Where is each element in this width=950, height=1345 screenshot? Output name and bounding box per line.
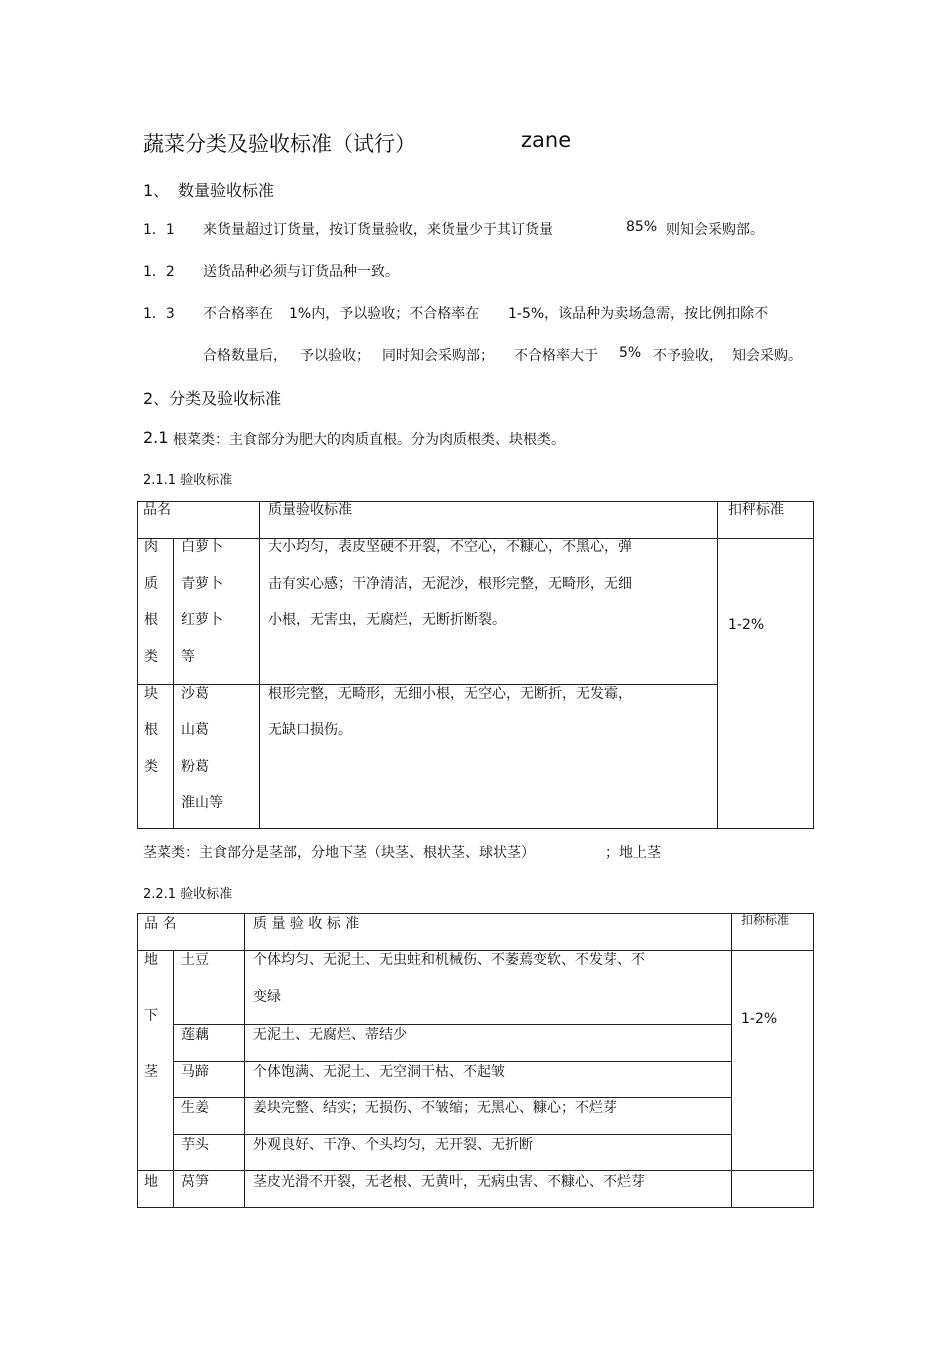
section-2-2-1-title: 2.2.1 验收标准 [143, 887, 233, 902]
table2-row-name: 马蹄 [181, 1064, 209, 1080]
item-1-3-text-a: 不合格率在 [203, 306, 273, 322]
table2-row-name: 芋头 [181, 1137, 209, 1153]
item-1-2-text: 送货品种必须与订货品种一致。 [203, 264, 399, 280]
table1-g2-category-char: 块 [144, 686, 158, 702]
table1-g1-category-char: 肉 [144, 539, 158, 555]
section-2-1-number: 2.1 [143, 428, 169, 447]
item-1-3-number: 1．3 [143, 306, 175, 322]
section-2-1-1-title: 2.1.1 验收标准 [143, 473, 233, 488]
table2-header-standard: 质 量 验 收 标 准 [253, 916, 360, 932]
section-1-title: 数量验收标准 [178, 181, 275, 200]
table1-g1-category-char: 类 [144, 649, 158, 665]
table2-row-standard: 姜块完整、结实；无损伤、不皱缩；无黑心、糠心；不烂芽 [253, 1100, 617, 1116]
table1-g1-standard-line: 大小均匀，表皮坚硬不开裂，不空心，不糠心，不黑心，弹 [268, 539, 632, 555]
table1-g1-standard-line: 击有实心感；干净清洁，无泥沙，根形完整，无畸形，无细 [268, 576, 632, 592]
table2-last-name: 莴笋 [181, 1174, 209, 1190]
section-2-title: 2、分类及验收标准 [143, 389, 282, 408]
table1-g2-standard-line: 根形完整，无畸形，无细小根，无空心，无断折，无发霉， [268, 686, 632, 702]
item-1-3-text-c: 1-5%，该品种为卖场急需，按比例扣除不 [508, 306, 769, 322]
item-1-3-line2-f: 不予验收， [653, 348, 723, 364]
item-1-1-tail: 则知会采购部。 [666, 222, 764, 238]
item-1-1-text: 来货量超过订货量，按订货量验收，来货量少于其订货量 [203, 222, 553, 238]
table2-category-char: 下 [144, 1008, 158, 1024]
table2-category-char: 茎 [144, 1064, 158, 1080]
item-1-1-number: 1．1 [143, 222, 175, 238]
table1-g2-category-char: 类 [144, 759, 158, 775]
table2-deduction-value: 1-2% [741, 1011, 778, 1027]
table1-g2-category-char: 根 [144, 722, 158, 738]
table1-g1-item: 等 [181, 649, 195, 665]
table2-row-standard: 无泥土、无腐烂、蒂结少 [253, 1027, 407, 1043]
table2-row-name: 莲藕 [181, 1027, 209, 1043]
section-1-number: 1、 [143, 181, 170, 200]
author: zane [521, 128, 572, 152]
table1-g2-item: 山葛 [181, 722, 209, 738]
item-1-3-line2-c: 同时知会采购部； [382, 348, 494, 364]
table1-g2-item: 淮山等 [181, 795, 223, 811]
table2-row-name: 土豆 [181, 952, 209, 968]
table2-row-standard: 变绿 [253, 989, 281, 1005]
item-1-3-line2-e: 5% [619, 345, 642, 361]
item-1-3-line2-d: 不合格率大于 [514, 348, 598, 364]
table2-header-name: 品 名 [144, 916, 177, 932]
table1-g2-item: 沙葛 [181, 686, 209, 702]
table1-deduction-value: 1-2% [728, 617, 765, 633]
item-1-2-number: 1．2 [143, 264, 175, 280]
table2-last-standard: 茎皮光滑不开裂，无老根、无黄叶，无病虫害、不糠心、不烂芽 [253, 1174, 645, 1190]
section-2-2-text-b: ；地上茎 [605, 845, 661, 861]
table2-last-category: 地 [144, 1174, 158, 1190]
table1-g1-category-char: 根 [144, 612, 158, 628]
table2-category-char: 地 [144, 952, 158, 968]
table1-g2-standard-line: 无缺口损伤。 [268, 722, 352, 738]
table1-g1-item: 红萝卜 [181, 612, 223, 628]
table2-row-standard: 个体均匀、无泥土、无虫蛀和机械伤、不萎蔫变软、不发芽、不 [253, 952, 645, 968]
item-1-3-line2-b: 予以验收； [300, 348, 370, 364]
table1-g1-item: 白萝卜 [181, 539, 223, 555]
table1-header-deduction: 扣秤标准 [728, 502, 784, 518]
table1-g1-category-char: 质 [144, 576, 158, 592]
table2-row-standard: 外观良好、干净、个头均匀，无开裂、无折断 [253, 1137, 533, 1153]
item-1-3-line2-a: 合格数量后， [203, 348, 287, 364]
page-title: 蔬菜分类及验收标准（试行） [143, 132, 416, 156]
item-1-1-percent: 85% [626, 219, 658, 235]
table2-header-deduction: 扣称标准 [741, 913, 790, 927]
table2-row-standard: 个体饱满、无泥土、无空洞干枯、不起皱 [253, 1064, 505, 1080]
section-2-1-text: 根菜类：主食部分为肥大的肉质直根。分为肉质根类、块根类。 [173, 432, 565, 448]
table1-header-name: 品名 [143, 502, 171, 518]
item-1-3-text-b: 1%内，予以验收；不合格率在 [289, 306, 480, 322]
item-1-3-line2-g: 知会采购。 [732, 348, 802, 364]
table1-g1-item: 青萝卜 [181, 576, 223, 592]
table2-row-name: 生姜 [181, 1100, 209, 1116]
table1-g1-standard-line: 小根，无害虫，无腐烂，无断折断裂。 [268, 612, 506, 628]
table1-g2-item: 粉葛 [181, 759, 209, 775]
section-2-2-text-a: 茎菜类：主食部分是茎部，分地下茎（块茎、根状茎、球状茎） [143, 845, 535, 861]
table1-header-standard: 质量验收标准 [268, 502, 352, 518]
